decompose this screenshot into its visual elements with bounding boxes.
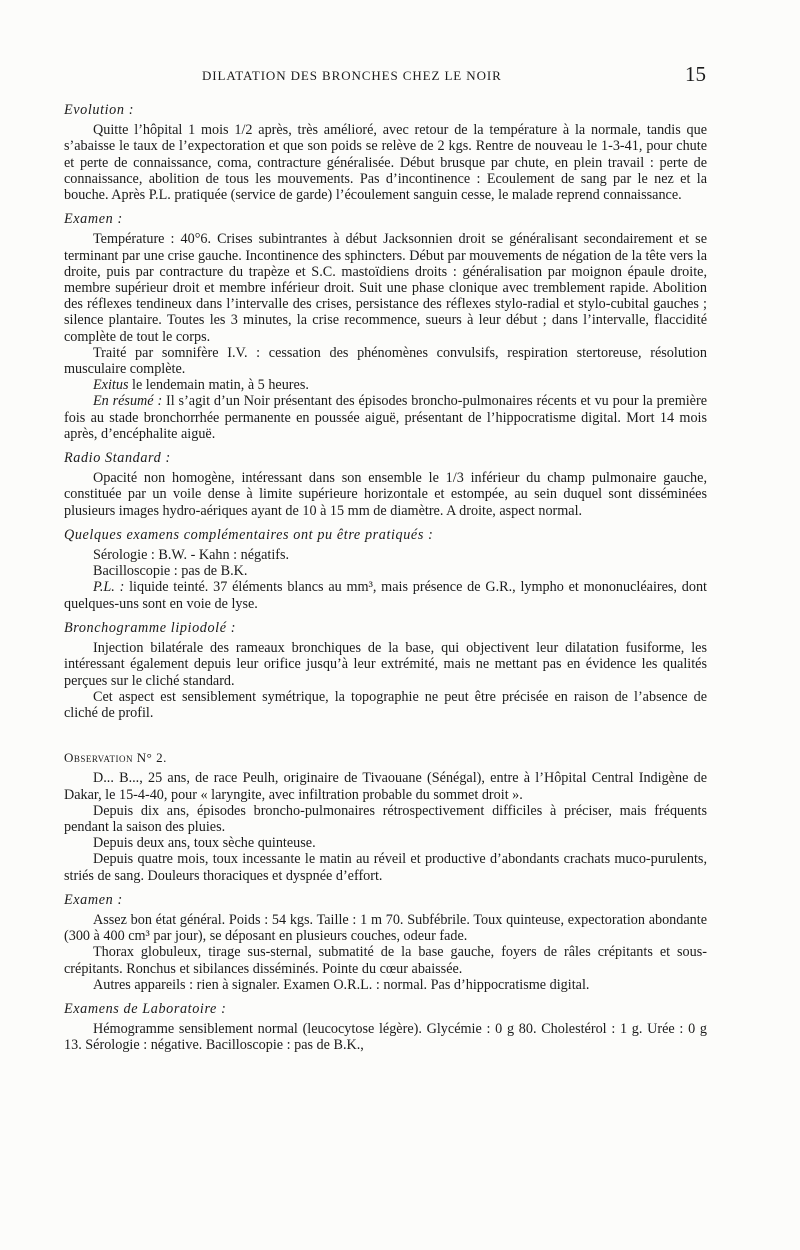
observation-number: N° 2. — [136, 750, 167, 766]
paragraph-pl — [64, 579, 707, 611]
paragraph: Thorax globuleux, tirage sus-sternal, submatité de la base gauche, foyers de râles crépitants et sous-crépitants. Ronchus et sibilances disséminés. Pointe du cœur abaissée. — [64, 944, 707, 977]
pl-text: liquide teinté. 37 éléments blancs au mm³, mais présence de G.R., lympho et mononucléaires, dont quelques-uns sont en voie de lyse. — [64, 579, 707, 612]
paragraph: Opacité non homogène, intéressant dans son ensemble le 1/3 inférieur du champ pulmonaire gauche, constituée par un voile dense à limite supérieure horizontale et estompée, au sein duquel sont disséminées plusieurs images hydro-aériques ayant de 10 à 15 mm de diamètre. A droite, aspect normal. — [64, 470, 707, 519]
pl-label: P.L. : — [93, 579, 125, 596]
page-header — [0, 62, 800, 92]
paragraph: Depuis quatre mois, toux incessante le matin au réveil et productive d’abondants crachats muco-purulents, striés de sang. Douleurs thoraciques et dyspnée d’effort. — [64, 851, 707, 884]
resume-label: En résumé : — [93, 393, 163, 410]
running-title: DILATATION DES BRONCHES CHEZ LE NOIR — [202, 68, 502, 83]
section-heading-examen: Examen : — [64, 211, 123, 228]
section-heading-radio: Radio Standard : — [64, 450, 171, 467]
paragraph-resume — [64, 393, 707, 442]
section-heading-examen-2: Examen : — [64, 891, 123, 908]
paragraph: Quitte l’hôpital 1 mois 1/2 après, très amélioré, avec retour de la température à la normale, tandis que s’abaisse le taux de l’expectoration et que son poids se relève de 2 kgs. Rentre de nouveau le 1-3-41, pour chute et perte de connaissance, coma, contracture généralisée. Début brusque par chute, en plein travail : perte de connaissance, abolition de tous les mouvements. Pas d’incontinence : Ecoulement de sang par le nez et la bouche. Après P.L. pratiquée (service de garde) l’écoulement sanguin cesse, le malade reprend connaissance. — [64, 122, 707, 204]
resume-text: Il s’agit d’un Noir présentant des épisodes broncho-pulmonaires récents et vu pour la première fois au stade bronchorrhée permanente en poussée aiguë, présentant de l’hippocratisme digital. Mort 14 mois après, d’encéphalite aiguë. — [64, 393, 707, 442]
paragraph-exitus — [64, 377, 707, 393]
paragraph: Depuis deux ans, toux sèche quinteuse. — [93, 835, 316, 852]
section-gap — [64, 721, 707, 750]
section-heading-complementaires: Quelques examens complémentaires ont pu être pratiqués : — [64, 526, 434, 543]
paragraph: Traité par somnifère I.V. : cessation des phénomènes convulsifs, respiration stertoreuse, résolution musculaire complète. — [64, 344, 707, 378]
page-number: 15 — [685, 62, 706, 86]
paragraph-bacilloscopie: Bacilloscopie : pas de B.K. — [93, 563, 248, 580]
section-heading-bronchogramme: Bronchogramme lipiodolé : — [64, 619, 237, 636]
section-heading-evolution: Evolution : — [64, 102, 135, 118]
observation-title — [64, 750, 707, 766]
paragraph: Autres appareils : rien à signaler. Examen O.R.L. : normal. Pas d’hippocratisme digital. — [93, 976, 590, 993]
paragraph: Assez bon état général. Poids : 54 kgs. Taille : 1 m 70. Subfébrile. Toux quinteuse, expectoration abondante (300 à 400 cm³ par jour), se déposant en plusieurs couches, odeur fade. — [64, 911, 707, 945]
paragraph: D... B..., 25 ans, de race Peulh, originaire de Tivaouane (Sénégal), entre à l’Hôpital Central Indigène de Dakar, le 15-4-40, pour « laryngite, avec infiltration probable du sommet droit ». — [64, 770, 707, 803]
exitus-label: Exitus — [93, 377, 129, 394]
paragraph: Hémogramme sensiblement normal (leucocytose légère). Glycémie : 0 g 80. Cholestérol : 1 g. Urée : 0 g 13. Sérologie : négative. Bacilloscopie : pas de B.K., — [64, 1021, 707, 1054]
paragraph: Depuis dix ans, épisodes broncho-pulmonaires rétrospectivement difficiles à préciser, mais fréquents pendant la saison des pluies. — [64, 802, 707, 835]
paragraph-serologie: Sérologie : B.W. - Kahn : négatifs. — [93, 547, 290, 564]
page-body — [64, 100, 707, 1054]
paragraph: Cet aspect est sensiblement symétrique, la topographie ne peut être précisée en raison de l’absence de cliché de profil. — [64, 688, 707, 721]
paragraph: Température : 40°6. Crises subintrantes à début Jacksonnien droit se généralisant secondairement et se terminant par une crise gauche. Incontinence des sphincters. Début par mouvements de négation de la tête vers la droite, puis par contracture du trapèze et S.C. mastoïdiens droits : généralisation par moignon épaule droite, membre supérieur droit et membre inférieur droit. Suit une phase clonique avec tremblement rapide. Abolition des réflexes tendineux dans l’intervalle des crises, persistance des réflexes stylo-radial et stylo-cubital gauches ; silence plantaire. Toutes les 3 minutes, la crise recommence, sueurs à leur début ; dans l’intervalle, flaccidité complète de tout le corps. — [64, 231, 707, 345]
paragraph: Injection bilatérale des rameaux bronchiques de la base, qui objectivent leur dilatation fusiforme, les intéressant également depuis leur orifice jusqu’à leur extrémité, mais ne mettant pas en évidence les qualités perçues sur le cliché standard. — [64, 640, 707, 689]
observation-label: Observation — [64, 750, 134, 766]
section-heading-laboratoire: Examens de Laboratoire : — [64, 1000, 227, 1017]
exitus-text: le lendemain matin, à 5 heures. — [128, 377, 309, 394]
